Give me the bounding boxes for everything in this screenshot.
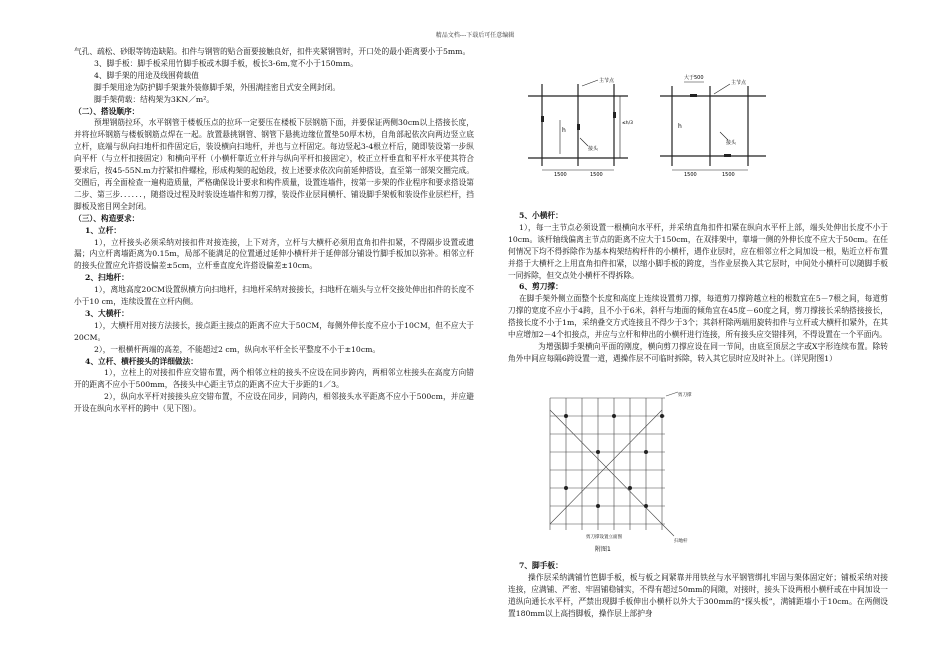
fig-c-caption: 附图1 (595, 546, 611, 553)
left-paragraph: 1），立柱上的对接扣件应交错布置，两个相邻立柱的接头不应设在同步跨内，两相邻立柱接头在高度方向错开的距离不应小于500mm，各接头中心距主节点的距离不应大于步距的1／3。 (74, 368, 474, 390)
right-paragraph: 在脚手架外侧立面整个长度和高度上连续设置剪刀撑，每道剪刀撑跨越立柱的根数宜在5－7根之间，每道剪刀撑的宽度不应小于4跨，且不小于6米，斜杆与地面的倾角宜在45度－60度之间，剪刀撑接长采纳搭接接长，搭接长度不小于1m，采纳叠交方式连接且不得少于3个；其斜杆除两端用旋转扣件与立杆或大横杆扣紧外，在其中应增加2－4个扣接点，并应与立杆和伸出的小横杆进行连接，所有接头应交错排列，不得设置在一个平面内。 (508, 294, 888, 340)
left-paragraph: 2），纵向水平杆对接接头应交错布置，不应设在同步，同跨内，相邻接头水平距离不应小于500cm，并应避开设在纵向水平杆的跨中（见下图）。 (74, 392, 474, 414)
right-paragraph: 5、小横杆： (519, 211, 563, 220)
fig-b-dim-b: 1500 (722, 172, 735, 178)
fig-b-top-dim: 大于500 (684, 75, 704, 81)
right-paragraph: 为增强脚手架横向平面的刚度，横向剪刀撑应设在同一节间，由底至顶层之字或X字形连续布置。除转角外中间应每隔6跨设置一道，遇操作层不可临时拆除，转入其它层时应及时补上。（详见附图1） (508, 341, 888, 363)
fig-a-dim-b: 1500 (590, 172, 603, 178)
right-paragraph: 1），每一主节点必须设置一根横向水平杆，并采纳直角扣件扣紧在纵向水平杆上部，端头处伸出长度不小于10cm。该杆轴线偏离主节点的距离不应大于150cm，在双排架中，靠墙一侧的外伸长度不应大于50cm。在任何情况下均不得拆除作为基本构架结构杆件的小横杆，遇作业层时，应在相邻立杆之间加设一根，贴近立杆布置并搭于大横杆之上用直角扣件扣紧，以缩小脚手板的跨度，当作业层换入其它层时，中间处小横杆可以随脚手板一同拆除，但交点处小横杆不得拆除。 (508, 222, 888, 280)
fig-c-label-top: 剪刀撑 (678, 393, 692, 398)
left-paragraph: 预埋钢筋拉环，水平钢管于楼板压点的拉环一定要压在楼板下层钢筋下面，并要保证两侧30cm以上搭接长度，并将拉环钢筋与楼板钢筋点焊在一起。放置悬挑钢管、钢管下悬挑边缘位置垫50厚木枋，自角部起依次向两边竖立底立杆，底端与纵向扫地杆扣件固定后，装设横向扫地杆，并也与立杆固定。每边竖起3-4根立杆后，随即装设第一步纵向平杆（与立杆扣接固定）和横向平杆（小横杆靠近立杆并与纵向平杆扣接固定），校正立杆垂直和平杆水平使其符合要求后，按45-55N.m力拧紧扣件螺栓，形成构架的起始段，按上述要求依次向前延伸搭设，直至第一部架交圈完成。交圈后，再全面检查一遍构造质量，严格确保设计要求和构件质量，设置连墙件，按第一步架的作业程序和要求搭设第二步、第三步．．．．．．，随搭设过程及时装设连墙件和剪刀撑，装设作业层间横杆、铺设脚手架板和装设作业层栏杆，挡脚板及密目网全封闭。 (74, 118, 474, 211)
left-paragraph: 3、脚手板：脚手板采用竹脚手板或木脚手板，板长3-6m,宽不小于150mm。 (94, 58, 358, 68)
left-paragraph: 4、立杆、横杆接头的详细做法： (85, 356, 198, 366)
left-paragraph: 脚手架荷载：结构架为3KN／m²。 (94, 94, 214, 104)
right-column (508, 210, 888, 365)
bracing-figure (540, 390, 700, 555)
page-header: 精品文档---下载后可任意编辑 (435, 32, 515, 39)
right-paragraph: 6、剪刀撑： (519, 282, 563, 292)
left-paragraph: 4、脚手架的用途及线围荷载值 (94, 70, 199, 80)
fig-b-h: h (678, 123, 682, 130)
fig-a-dim-a: 1500 (554, 172, 567, 178)
right2-paragraph: 操作层采纳满铺竹笆脚手板，板与板之间紧靠并用铁丝与水平钢管绑扎牢固与架体固定好；铺板采纳对接连接，应满铺、严密、牢固铺稳铺实，不得有超过50mm的间隙，对接时，接头下设两根小横杆或在中间加设一道纵向通长水平杆，严禁出现脚手板伸出小横杆以外大于300mm的“探头板”，满铺距墙小于10cm。在两侧设置180mm以上高挡脚板，操作层上部护身 (508, 572, 888, 618)
left-column (74, 46, 474, 415)
right-column-bottom (508, 560, 888, 620)
left-paragraph: 1），大横杆用对接方法接长，接点距主接点的距离不应大于50CM，每侧外伸长度不应小于10CM，但不应大于20CM。 (74, 320, 474, 342)
fig-c-label-mid: 剪刀撑设置立面图 (586, 535, 622, 540)
left-paragraph: 3、大横杆： (85, 308, 129, 318)
fig-b-dim-a: 1500 (684, 172, 697, 178)
fig-c-label-bot: 扫地杆 (674, 539, 688, 544)
fig-b-label-joint: 接头 (726, 140, 737, 146)
left-paragraph: 1），离地高度20CM设置纵横方向扫地杆，扫地杆采纳对接接长，扫地杆在端头与立杆交接处伸出扣件的长度不小于10 cm，连续设置在立杆内侧。 (74, 285, 474, 307)
left-paragraph: 脚手架用途为防护脚手架兼外装修脚手架，外围满挂密目式安全网封闭。 (94, 82, 341, 92)
left-paragraph: 1），立杆接头必须采纳对接扣件对接连接，上下对齐，立杆与大横杆必须用直角扣件扣紧，不得隔步设置或遗漏；内立杆离墙距离为0.15m，局部不能满足的位置通过延伸小横杆并于延伸部分铺设竹脚手板加以弥补。相邻立杆的接头位置应允许搭设偏差±5cm，立杆垂直度允许搭设偏差±10cm。 (74, 237, 474, 271)
left-paragraph: 2），一根横杆两端的高差，不能超过2 cm，纵向水平杆全长平整度不小于±10cm。 (94, 344, 381, 354)
left-paragraph: （二）、搭设顺序： (74, 106, 140, 116)
fig-a-dim-side: ≤h/3 (622, 121, 634, 126)
bar-joint-figure (654, 70, 774, 178)
left-paragraph: 1、立杆： (85, 225, 122, 235)
left-paragraph: （三）、构造要求： (74, 213, 140, 223)
left-paragraph: 2、扫地杆： (85, 273, 129, 283)
right2-paragraph: 7、脚手板： (519, 561, 563, 570)
left-paragraph: 气孔、疏松、砂眼等铸造缺陷。扣件与钢管的贴合面要接触良好，扣件夹紧钢管时，开口处的最小距离要小于5mm。 (74, 47, 471, 56)
fig-a-label-joint: 接头 (588, 146, 599, 152)
fig-a-h: h (562, 127, 566, 134)
fig-a-label-node: 主节点 (599, 78, 615, 84)
fig-b-label-node: 主节点 (731, 80, 747, 86)
pole-joint-figure (520, 76, 638, 178)
